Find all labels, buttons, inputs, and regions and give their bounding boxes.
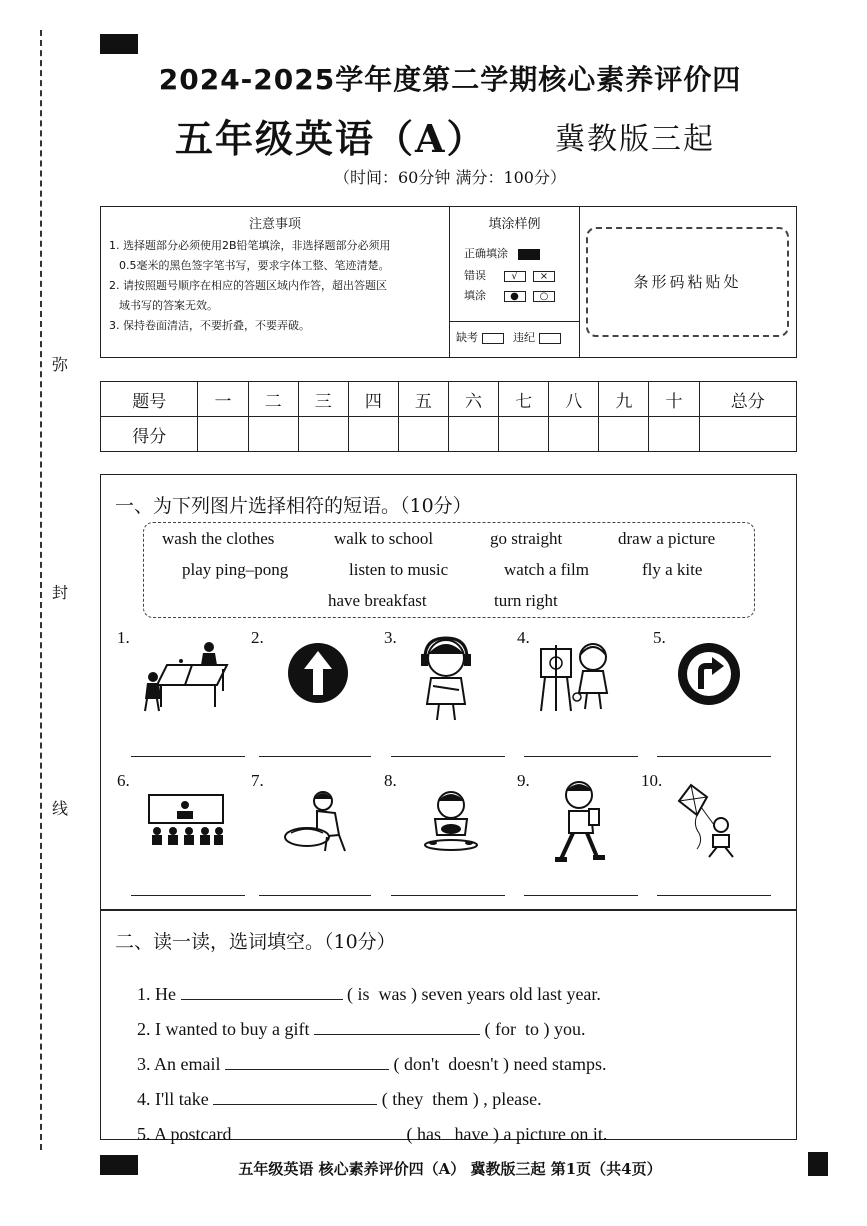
notice-item: 域书写的答案无效。 [119,299,218,312]
filled-box-icon [518,249,540,260]
notice-item: 1. 选择题部分必须使用2B铅笔填涂，非选择题部分必须用 [109,239,391,252]
section-2-title: 二、读一读，选词填空。（10分） [115,931,396,953]
ping-pong-icon [139,635,231,715]
fill-wrong-label: 错误 [464,269,486,282]
phrase-item: wash the clothes [162,529,275,548]
absent-box[interactable] [482,333,504,344]
score-table [100,381,797,452]
kite-icon [671,781,743,861]
exam-edition: 冀教版三起 [555,122,715,157]
arrow-up-icon [286,641,350,705]
binding-label-feng: 封 [52,583,69,602]
exam-subject: 五年级英语（A） [175,116,487,161]
question-number: 5. [653,628,666,647]
score-cell[interactable] [549,417,599,452]
question-number: 7. [251,771,264,790]
barcode-placeholder: 条形码粘贴处 [586,227,789,337]
score-table-header-row [101,382,797,417]
score-cell[interactable] [649,417,699,452]
phrase-item: draw a picture [618,529,716,548]
section-1 [100,474,797,910]
section-2 [100,910,797,1144]
section-1-title: 一、为下列图片选择相符的短语。（10分） [115,495,472,517]
score-header-cell: 总分 [699,382,796,417]
phrase-item: play ping–pong [182,560,289,579]
sentence-options: ( is was ) seven years old last year. [342,984,601,1004]
sentence-text: 3. An email [137,1054,225,1074]
headphones-icon [411,632,481,722]
score-header-cell: 九 [599,382,649,417]
phrase-item: turn right [494,591,558,610]
violation-label: 违纪 [513,331,535,344]
sentence-options: ( don't doesn't ) need stamps. [389,1054,607,1074]
sentence-text: 4. I'll take [137,1089,214,1109]
turn-right-icon [676,641,742,707]
absent-violation-row [456,329,561,345]
question-number: 2. [251,628,264,647]
score-table-score-row [101,417,797,452]
score-header-cell: 三 [298,382,348,417]
fill-wrong-row-1 [464,267,555,283]
cinema-icon [147,791,225,849]
sentence-text: 1. He [137,984,181,1004]
score-header-cell: 七 [499,382,549,417]
page-footer: 五年级英语 核心素养评价四（A） 冀教版三起 第1页（共4页） [238,1160,662,1178]
question-number: 10. [641,771,663,790]
easel-icon [537,637,615,717]
answer-line[interactable] [524,895,638,896]
dot-mark-icon: ● [504,291,526,302]
score-cell[interactable] [448,417,498,452]
phrase-item: walk to school [334,529,434,548]
answer-line[interactable] [524,756,638,757]
answer-line[interactable] [391,895,505,896]
sentence-text: 5. A postcard [137,1124,236,1144]
question-number: 1. [117,628,130,647]
fill-example-title: 填涂样例 [488,217,541,232]
fill-wrong-label-2: 填涂 [464,289,486,302]
absent-label: 缺考 [456,331,478,344]
fill-correct-label: 正确填涂 [464,247,508,260]
question-number: 6. [117,771,130,790]
fill-wrong-row-2 [464,287,555,303]
answer-line[interactable] [259,756,371,757]
fill-example [450,207,580,357]
notice-item: 2. 请按照题号顺序在相应的答题区域内作答，超出答题区 [109,279,387,292]
question-number: 9. [517,771,530,790]
circle-mark-icon: ○ [533,291,555,302]
notice-item: 0.5毫米的黑色签字笔书写，要求字体工整、笔迹清楚。 [119,259,390,272]
answer-line[interactable] [391,756,505,757]
phrase-item: watch a film [504,560,589,579]
corner-marker-top [100,34,138,54]
notice-item: 3. 保持卷面清洁，不要折叠，不要弄破。 [109,319,310,332]
answer-line[interactable] [259,895,371,896]
notice-instructions [101,207,450,357]
walking-icon [553,779,609,865]
cross-mark-icon: × [533,271,555,282]
answer-line[interactable] [131,756,245,757]
score-header-cell: 题号 [101,382,198,417]
corner-marker-bottom-right [808,1152,828,1176]
score-cell[interactable] [699,417,796,452]
violation-box[interactable] [539,333,561,344]
score-row-label: 得分 [101,417,198,452]
exam-title: 2024-2025学年度第二学期核心素养评价四 [158,63,742,96]
score-header-cell: 十 [649,382,699,417]
notice-title: 注意事项 [248,217,301,232]
fill-separator [450,321,579,322]
score-header-cell: 二 [248,382,298,417]
score-cell[interactable] [599,417,649,452]
score-header-cell: 八 [549,382,599,417]
question-number: 4. [517,628,530,647]
phrase-item: fly a kite [642,560,703,579]
score-cell[interactable] [298,417,348,452]
answer-line[interactable] [131,895,245,896]
sentence-options: ( for to ) you. [479,1019,586,1039]
score-cell[interactable] [198,417,248,452]
barcode-area [580,207,795,357]
sentence-options: ( has have ) a picture on it. [402,1124,608,1144]
score-cell[interactable] [499,417,549,452]
binding-label-mi: 弥 [52,355,69,374]
question-number: 8. [384,771,397,790]
answer-line[interactable] [657,895,771,896]
score-header-cell: 五 [398,382,448,417]
score-cell[interactable] [398,417,448,452]
sentence-text: 2. I wanted to buy a gift [137,1019,314,1039]
washing-icon [281,785,353,857]
score-header-cell: 一 [198,382,248,417]
score-cell[interactable] [248,417,298,452]
binding-label-xian: 线 [52,799,69,818]
breakfast-icon [421,787,481,853]
fill-sentence [119,1101,607,1166]
score-header-cell: 六 [448,382,498,417]
phrase-bank [143,522,755,618]
phrase-item: go straight [490,529,563,548]
notice-box [100,206,797,358]
score-cell[interactable] [348,417,398,452]
score-header-cell: 四 [348,382,398,417]
phrase-item: listen to music [349,560,449,579]
answer-line[interactable] [657,756,771,757]
phrase-item: have breakfast [328,591,427,610]
check-mark-icon: √ [504,271,526,282]
binding-dashed-line [40,30,42,1150]
question-number: 3. [384,628,397,647]
exam-time-score: （时间：60分钟 满分：100分） [334,168,566,187]
sentence-options: ( they them ) , please. [377,1089,542,1109]
fill-correct-row [464,245,540,261]
fill-blank[interactable] [236,1122,402,1140]
